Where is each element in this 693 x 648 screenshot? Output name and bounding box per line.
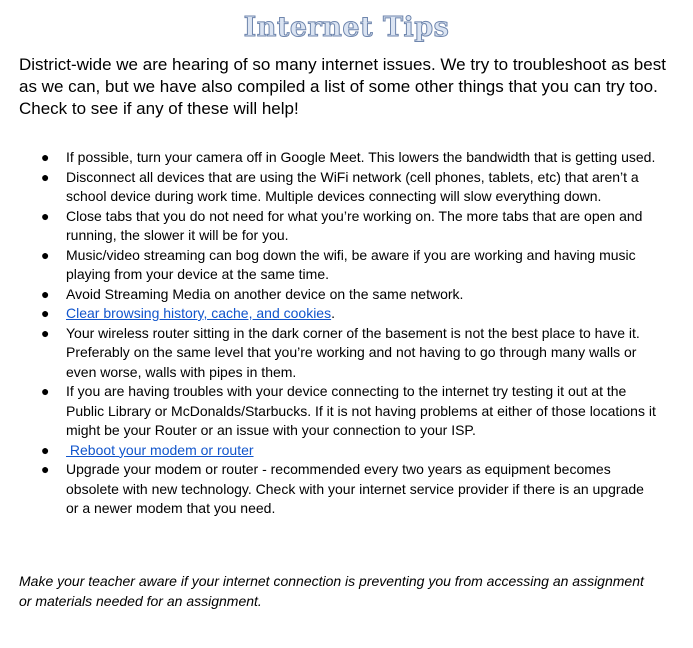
tip-item-streaming bbox=[19, 246, 659, 285]
tip-text-suffix: . bbox=[331, 305, 335, 321]
clear-history-link[interactable]: Clear browsing history, cache, and cookies bbox=[66, 305, 332, 321]
closing-note: Make your teacher aware if your internet connection is preventing you from accessing an assignment or materials needed for an assignment. bbox=[19, 573, 644, 609]
bullet-icon: ● bbox=[41, 149, 50, 165]
bullet-icon: ● bbox=[41, 207, 50, 224]
tip-text: Close tabs that you do not need for what you’re working on. The more tabs that are open and running, the slower it will be for you. bbox=[66, 207, 643, 243]
tip-item-avoid-streaming bbox=[19, 285, 659, 305]
bullet-icon: ● bbox=[41, 168, 50, 185]
tip-text: If possible, turn your camera off in Google Meet. This lowers the bandwidth that is getting used. bbox=[66, 149, 656, 165]
bullet-icon: ● bbox=[41, 383, 50, 399]
tip-text: Music/video streaming can bog down the wifi, be aware if you are working and having music playing from your device at the same time. bbox=[66, 246, 636, 282]
bullet-icon: ● bbox=[41, 461, 50, 477]
tip-item-reboot bbox=[19, 441, 659, 461]
tip-text: Your wireless router sitting in the dark corner of the basement is not the best place to have it. Preferably on the same level that you’re working and not having to go through many walls or even worse, walls with pipes in them. bbox=[66, 324, 640, 380]
tip-item-upgrade bbox=[19, 460, 659, 519]
tip-text: If you are having troubles with your device connecting to the internet try testing it out at the Public Library or McDonalds/Starbucks. If it is not having problems at either of those locations it might be your Router or an issue with your connection to your ISP. bbox=[66, 383, 656, 438]
tip-text: Avoid Streaming Media on another device on the same network. bbox=[66, 285, 464, 302]
bullet-icon: ● bbox=[41, 285, 50, 302]
bullet-icon: ● bbox=[41, 305, 50, 321]
reboot-router-link[interactable]: Reboot your modem or router bbox=[66, 441, 254, 458]
tip-item-disconnect-devices bbox=[19, 168, 659, 207]
bullet-icon: ● bbox=[41, 324, 50, 341]
bullet-icon: ● bbox=[41, 246, 50, 263]
tips-list bbox=[19, 148, 659, 519]
tip-item-clear-history bbox=[19, 304, 659, 324]
tip-item-camera bbox=[19, 148, 659, 168]
page-title: Internet Tips bbox=[243, 12, 450, 43]
tip-item-router-placement bbox=[19, 324, 659, 383]
intro-paragraph: District-wide we are hearing of so many internet issues. We try to troubleshoot as best as we can, but we have also compiled a list of some other things that you can try too. Check to see if any of these will help! bbox=[19, 55, 666, 118]
tip-item-close-tabs bbox=[19, 207, 659, 246]
bullet-icon: ● bbox=[41, 441, 50, 458]
tip-text: Disconnect all devices that are using the WiFi network (cell phones, tablets, etc) that aren’t a school device during work time. Multiple devices connecting will slow everything down. bbox=[66, 168, 639, 204]
tip-item-test-elsewhere bbox=[19, 382, 659, 441]
tip-text: Upgrade your modem or router - recommended every two years as equipment becomes obsolete with new technology. Check with your internet service provider if there is an upgrade or a newer modem that you need. bbox=[66, 461, 644, 516]
